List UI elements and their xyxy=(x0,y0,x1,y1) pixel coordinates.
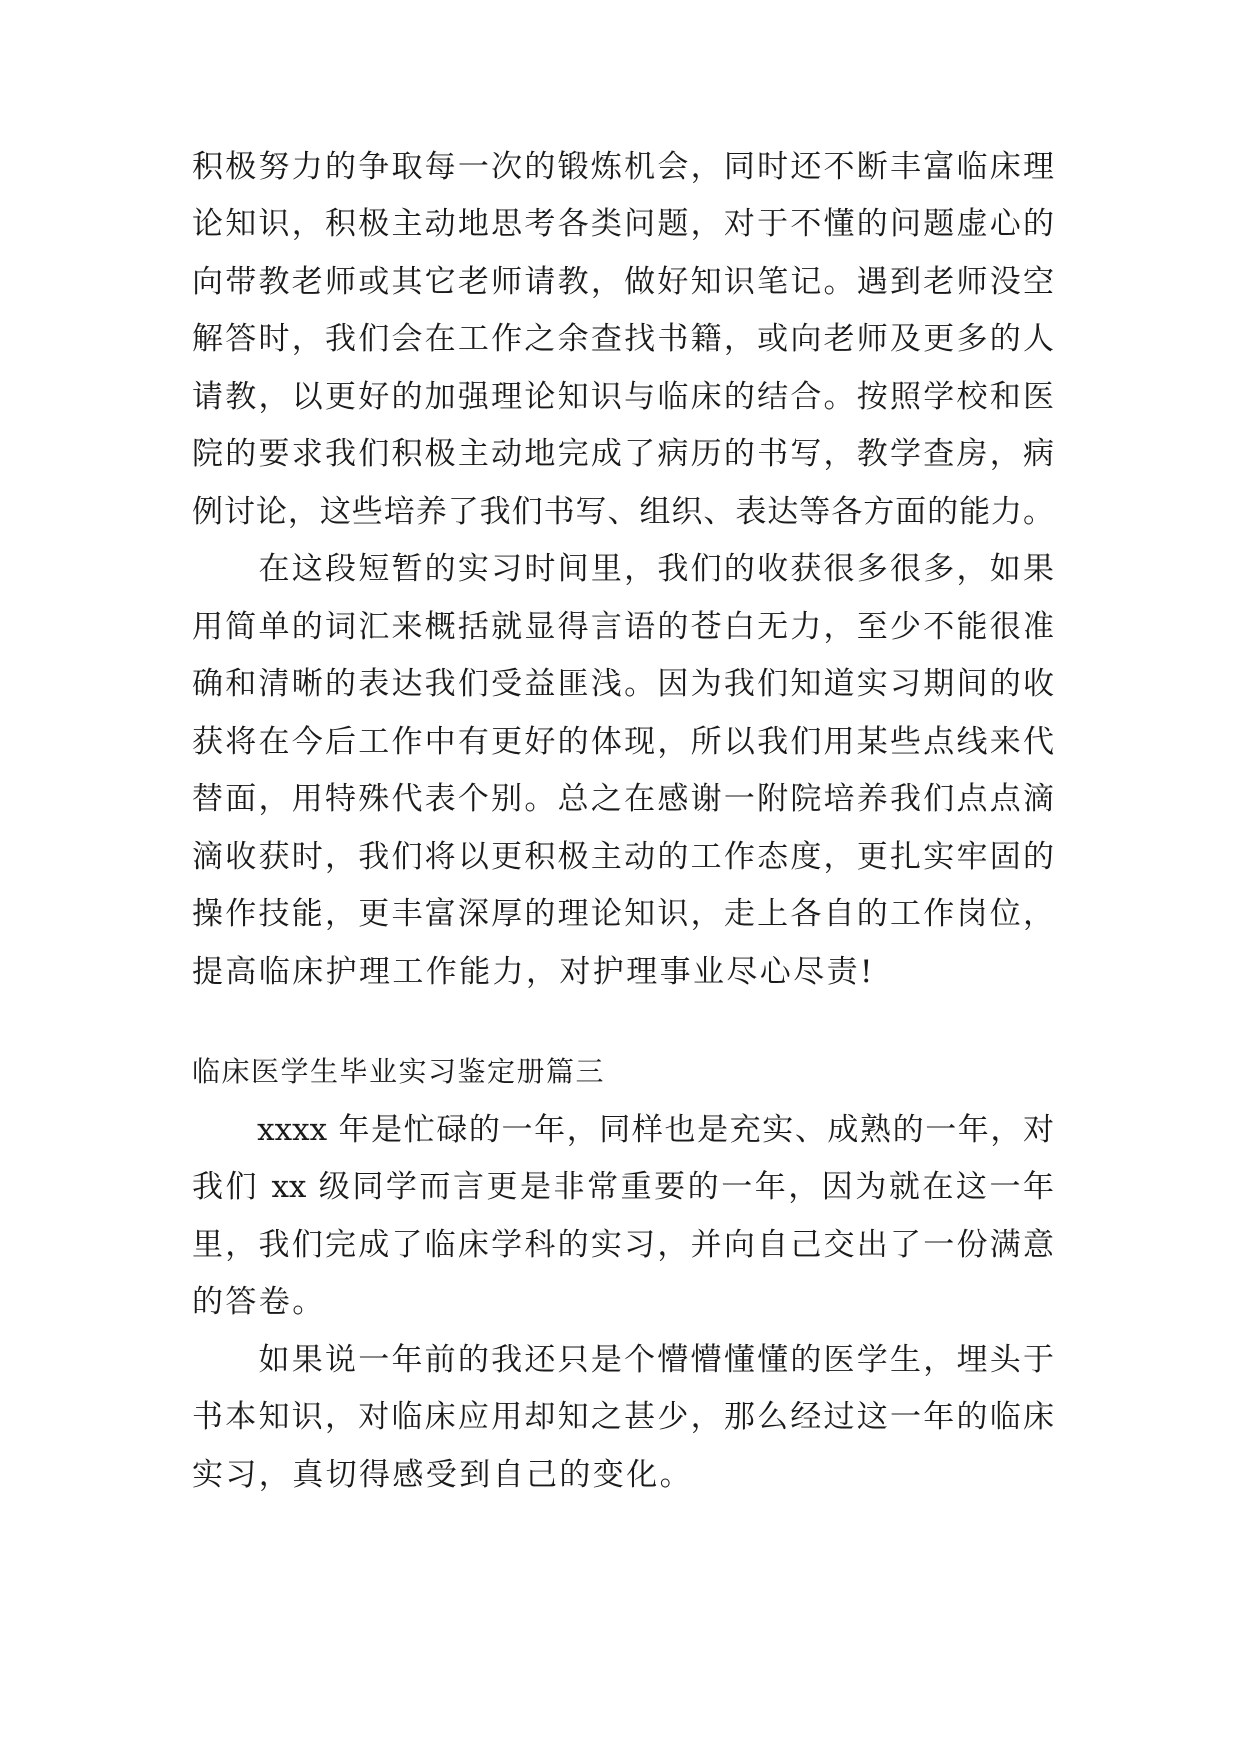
paragraph-line: 书本知识，对临床应用却知之甚少，那么经过这一年的临床 xyxy=(192,1399,1054,1435)
paragraph-line: 实习，真切得感受到自己的变化。 xyxy=(192,1457,693,1493)
paragraph-line: 论知识，积极主动地思考各类问题，对于不懂的问题虚心的 xyxy=(192,206,1054,242)
paragraph-line: 向带教老师或其它老师请教，做好知识笔记。遇到老师没空 xyxy=(192,264,1054,300)
paragraph-line: 获将在今后工作中有更好的体现，所以我们用某些点线来代 xyxy=(192,724,1054,760)
paragraph-line: xxxx 年是忙碌的一年，同样也是充实、成熟的一年，对 xyxy=(192,1112,1054,1148)
paragraph-line: 例讨论，这些培养了我们书写、组织、表达等各方面的能力。 xyxy=(192,494,1054,530)
paragraph-line: 解答时，我们会在工作之余查找书籍，或向老师及更多的人 xyxy=(192,321,1054,357)
paragraph-line: 院的要求我们积极主动地完成了病历的书写，教学查房，病 xyxy=(192,436,1054,472)
paragraph-line: 里，我们完成了临床学科的实习，并向自己交出了一份满意 xyxy=(192,1227,1054,1263)
paragraph-line: 替面，用特殊代表个别。总之在感谢一附院培养我们点点滴 xyxy=(192,781,1054,817)
section-heading: 临床医学生毕业实习鉴定册篇三 xyxy=(192,1055,606,1088)
paragraph-line: 我们 xx 级同学而言更是非常重要的一年，因为就在这一年 xyxy=(192,1169,1054,1205)
paragraph-line: 滴收获时，我们将以更积极主动的工作态度，更扎实牢固的 xyxy=(192,839,1054,875)
paragraph-line: 请教，以更好的加强理论知识与临床的结合。按照学校和医 xyxy=(192,379,1054,415)
paragraph-line: 提高临床护理工作能力，对护理事业尽心尽责! xyxy=(192,954,875,990)
paragraph-line: 的答卷。 xyxy=(192,1284,326,1320)
paragraph-line: 用简单的词汇来概括就显得言语的苍白无力，至少不能很准 xyxy=(192,609,1054,645)
paragraph-line: 在这段短暂的实习时间里，我们的收获很多很多，如果 xyxy=(192,551,1054,587)
paragraph-line: 如果说一年前的我还只是个懵懵懂懂的医学生，埋头于 xyxy=(192,1342,1054,1378)
paragraph-line: 积极努力的争取每一次的锻炼机会，同时还不断丰富临床理 xyxy=(192,149,1054,185)
paragraph-line: 确和清晰的表达我们受益匪浅。因为我们知道实习期间的收 xyxy=(192,666,1054,702)
paragraph-line: 操作技能，更丰富深厚的理论知识，走上各自的工作岗位， xyxy=(192,896,1054,932)
